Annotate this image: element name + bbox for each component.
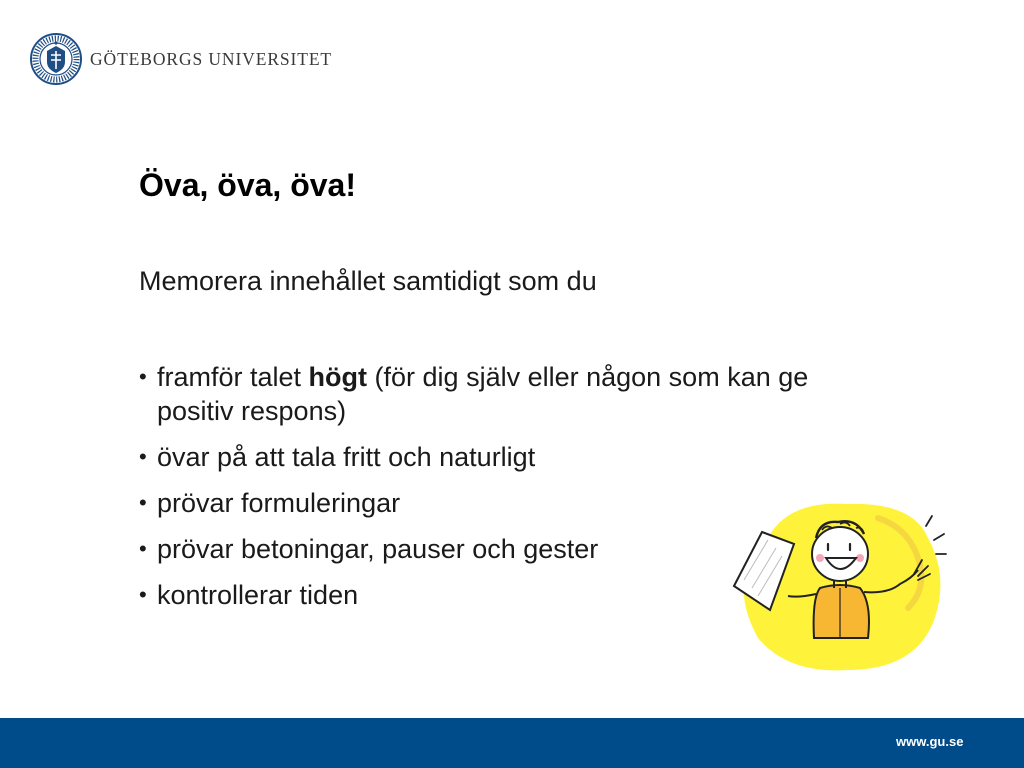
bullet-text: framför talet	[157, 362, 309, 392]
bullet-text: övar på att tala fritt och naturligt	[157, 442, 536, 472]
bullet-dot: •	[139, 582, 147, 607]
bullet-dot: •	[139, 444, 147, 469]
university-name: GÖTEBORGS UNIVERSITET	[90, 48, 333, 69]
slide-title: Öva, öva, öva!	[139, 167, 356, 203]
bullet-text: prövar formuleringar	[157, 488, 401, 518]
website-url[interactable]: www.gu.se	[896, 734, 964, 749]
bullet-text: prövar betoningar, pauser och gester	[157, 534, 599, 564]
list-item	[139, 440, 889, 474]
list-item	[139, 360, 889, 428]
bullet-text-continued: (för dig själv eller någon som kan ge positiv respons)	[157, 362, 809, 426]
bullet-emphasis: högt	[308, 362, 368, 392]
footer-bar	[0, 718, 1024, 768]
happy-person-with-paper-icon	[728, 498, 950, 676]
bullet-dot: •	[139, 536, 147, 561]
intro-text: Memorera innehållet samtidigt som du	[139, 266, 597, 296]
university-seal-icon	[30, 33, 82, 85]
bullet-dot: •	[139, 490, 147, 515]
bullet-dot: •	[139, 364, 147, 389]
bullet-text: kontrollerar tiden	[157, 580, 359, 610]
header	[30, 33, 332, 85]
